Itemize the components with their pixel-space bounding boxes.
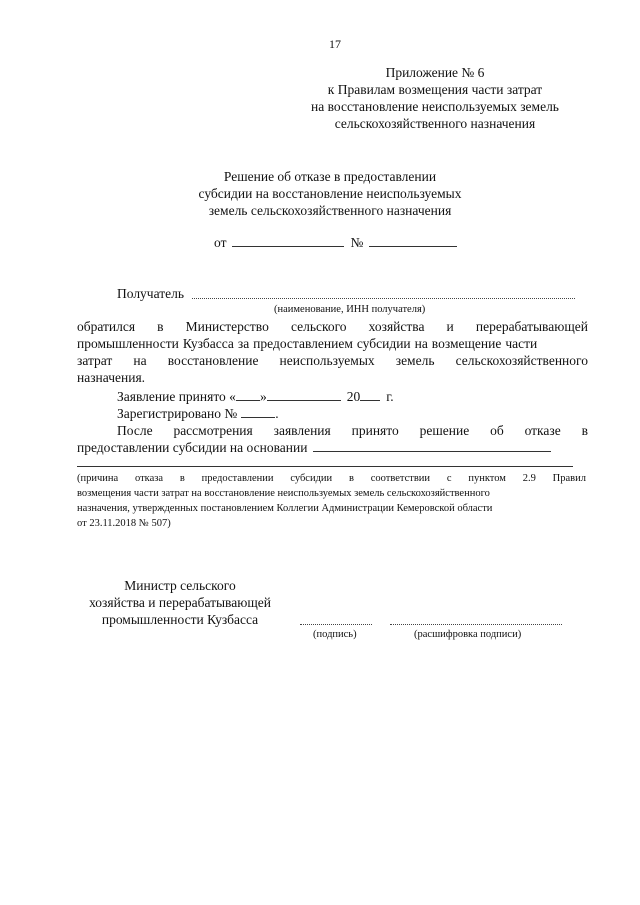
paragraph-1-line-1 [77,318,588,335]
reason-blank [313,440,551,452]
reason-note-line-2: возмещения части затрат на восстановление неиспользуемых земель сельскохозяйственного [77,488,490,499]
reason-full-line [77,466,573,467]
word: соответствии [370,473,431,484]
application-received-prefix: Заявление принято « [117,389,236,404]
word: восстановление [167,353,259,368]
word: отказа [134,473,164,484]
word: земель [395,353,435,368]
registered-label: Зарегистрировано № [117,406,238,421]
word: перерабатывающей [475,319,588,334]
appendix-line-3: на восстановление неиспользуемых земель [311,99,559,114]
word: 2.9 [522,473,536,484]
word: заявления [273,423,331,438]
year-suffix: г. [386,389,394,404]
registered-suffix: . [275,406,279,421]
minister-line-2: хозяйства и перерабатывающей [89,595,271,610]
minister-line-3: промышленности Кузбасса [101,612,259,627]
registered-blank [241,406,275,418]
word: предоставлении [201,473,274,484]
appendix-line-4: сельскохозяйственного назначения [334,116,536,131]
word: Правил [552,473,586,484]
word: в [581,423,588,438]
page-number: 17 [329,37,341,51]
word: в [157,319,164,334]
word: (причина [77,473,119,484]
day-blank [236,389,260,401]
word: в [179,473,185,484]
decoding-dotted-line [390,624,562,625]
recipient-dotted-line [192,298,575,299]
reason-note-line-3: назначения, утвержденных постановлением Коллегии Администрации Кемеровской области [77,503,493,514]
word: на [133,353,147,368]
application-received-mid: » [259,389,267,404]
year-prefix: 20 [346,389,361,404]
signature-dotted-line [300,624,372,625]
word: рассмотрения [173,423,253,438]
recipient-label: Получатель [117,286,185,301]
document-title [160,168,500,219]
reason-note-line-4: от 23.11.2018 № 507) [77,518,171,529]
word: сельскохозяйственного [455,353,588,368]
reason-note-line-1 [77,472,586,486]
decoding-hint: (расшифровка подписи) [414,629,522,640]
number-blank [369,235,457,247]
from-label: от [214,235,227,250]
month-blank [267,389,341,401]
paragraph-1-line-2: промышленности Кузбасса за предоставлением субсидии на возмещение части [77,336,538,351]
word: решение [419,423,470,438]
title-line-1: Решение об отказе в предоставлении [223,169,437,184]
word: Министерство [185,319,269,334]
paragraph-2-line-1 [117,422,588,439]
appendix-line-1: Приложение № 6 [385,65,485,80]
word: После [117,423,153,438]
word: сельского [290,319,347,334]
word: затрат [77,353,113,368]
date-number-line [214,234,457,251]
reason-basis-label: предоставлении субсидии на основании [77,440,308,455]
word: в [348,473,354,484]
minister-title [70,577,290,628]
paragraph-1-line-4: назначения. [77,370,146,385]
word: обратился [77,319,136,334]
word: принято [351,423,399,438]
paragraph-1-line-3 [77,352,588,369]
word: пунктом [468,473,506,484]
word: об [490,423,504,438]
title-line-3: земель сельскохозяйственного назначения [208,203,452,218]
signature-hint: (подпись) [313,629,357,640]
appendix-line-2: к Правилам возмещения части затрат [327,82,543,97]
paragraph-2-line-2 [77,439,551,456]
appendix-block [300,64,570,132]
registered-line [117,405,279,422]
minister-line-1: Министр сельского [124,578,236,593]
word: отказе [524,423,561,438]
year-blank [360,389,380,401]
date-blank [232,235,344,247]
number-label: № [350,235,364,250]
word: неиспользуемых [279,353,375,368]
application-received-line [117,388,394,405]
recipient-hint: (наименование, ИНН получателя) [274,304,426,315]
word: субсидии [290,473,333,484]
word: и [446,319,454,334]
title-line-2: субсидии на восстановление неиспользуемых [198,186,462,201]
word: с [446,473,452,484]
word: хозяйства [368,319,425,334]
